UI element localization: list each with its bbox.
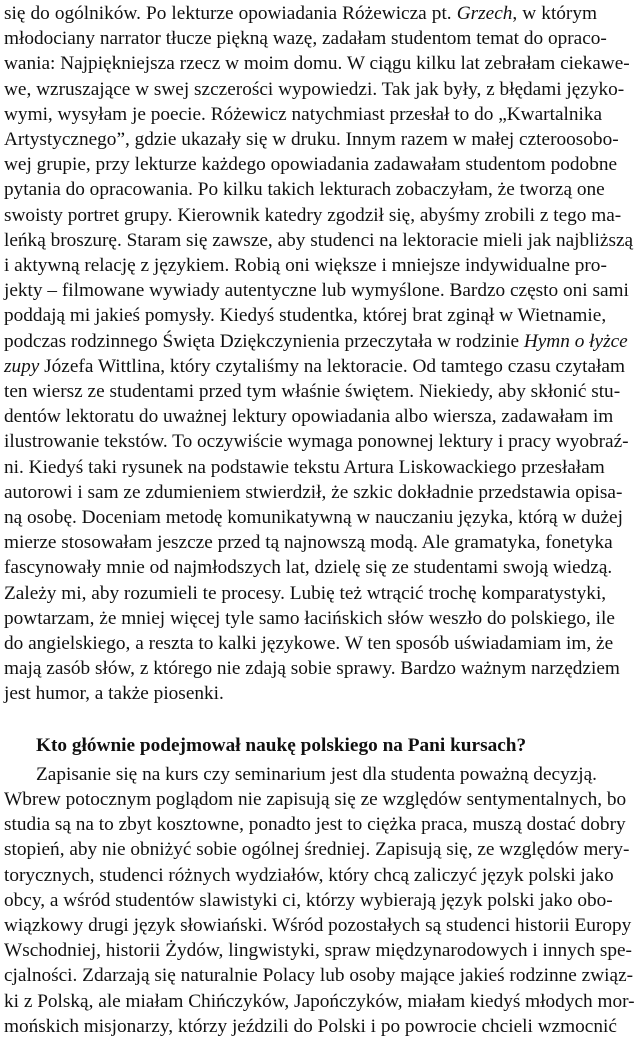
text-segment: ną osobę. Doceniam metodę komunikatywną w nauczaniu języka, którą w dużej — [4, 507, 623, 528]
text-segment: Wbrew potocznym poglądom nie zapisują się ze względów sentymentalnych, bo — [4, 789, 627, 810]
text-line — [36, 763, 597, 787]
text-line — [4, 355, 625, 379]
text-line — [4, 632, 614, 656]
text-segment: mają zasób słów, z którego nie zdają sobie sprawy. Bardzo ważnym narzędziem — [4, 658, 620, 680]
text-line — [4, 556, 613, 580]
text-segment: mońskich misjonarzy, którzy jeździli do Polski i po powrocie chcieli wzmocnić — [4, 1015, 617, 1037]
text-line — [4, 607, 615, 631]
text-segment: autorowi i sam ze zdumieniem stwierdził, że szkic dokładnie przedstawia opisa- — [4, 481, 623, 503]
text-segment: wania: Najpiękniejsza rzecz w moim domu. W ciągu kilku lat zebrałam ciekawe- — [4, 53, 630, 75]
text-line — [4, 380, 621, 404]
text-line — [4, 128, 619, 152]
text-segment: młodociany narrator tłucze piękną wazę, zadałam studentom temat do opraco- — [4, 28, 607, 50]
text-segment: torycznych, studenci różnych wydziałów, który chcą zaliczyć język polski jako — [4, 864, 614, 886]
text-segment: i aktywną relację z językiem. Robią oni większe i mniejsze indywidualne pro- — [4, 255, 607, 276]
text-segment: powtarzam, że mniej więcej tyle samo łacińskich słów weszło do polskiego, ile — [4, 607, 615, 629]
text-segment: ni. Kiedyś taki rysunek na podstawie tekstu Artura Liskowackiego przesłałam — [4, 456, 605, 478]
text-segment: leńką broszurę. Staram się zawsze, aby studenci na lektoracie mieli jak najbliższą — [4, 229, 634, 251]
text-line — [4, 330, 628, 354]
text-line — [4, 657, 620, 681]
text-line — [4, 254, 607, 278]
text-segment: dentów lektoratu do uważnej lektury opowiadania albo wiersza, zadawałam im — [4, 406, 614, 428]
text-segment: we, wzruszające w swej szczerości wypowiedzi. Tak jak były, z błędami języko- — [4, 78, 625, 100]
text-segment: jekty – filmowane wywiady autentyczne lub wymyślone. Bardzo często oni sami — [4, 280, 629, 302]
text-segment: pytania do opracowania. Po kilku takich lekturach zobaczyłam, że tworzą one — [4, 179, 605, 201]
text-line — [4, 78, 625, 102]
text-segment: cjalności. Zdarzają się naturalnie Polacy lub osoby mające jakieś rodzinne związ- — [4, 965, 634, 987]
text-segment: wymi, wysyłam je poecie. Różewicz natychmiast przesłał to do „Kwartalnika — [4, 103, 603, 125]
text-segment: ten wiersz ze studentami przed tym właśnie świętem. Niekiedy, aby skłonić stu- — [4, 381, 621, 402]
text-segment: wiązkowy drugi język słowiański. Wśród pozostałych są studenci historii Europy — [4, 915, 632, 936]
text-line — [4, 304, 607, 328]
text-segment: wej grupie, przy lekturze każdego opowiadania zadawałam studentom podobne — [4, 154, 618, 176]
text-segment: Artystycznego”, gdzie ukazały się w druku. Innym razem w małej czteroosobo- — [4, 129, 619, 150]
text-line — [4, 788, 627, 812]
text-segment: , w którym — [512, 3, 597, 24]
italic-title: Grzech — [456, 3, 513, 24]
text-line — [4, 506, 623, 530]
text-line — [4, 990, 635, 1014]
text-line — [4, 52, 630, 76]
text-segment: do angielskiego, a reszta to kalki językowe. W ten sposób uświadamiam im, że — [4, 633, 614, 654]
text-segment: Zapisanie się na kurs czy seminarium jest dla studenta poważną decyzją. — [36, 763, 597, 785]
text-segment: mierze stosowałam jeszcze przed tą najnowszą modą. Ale gramatyka, fonetyka — [4, 532, 613, 554]
italic-title: Hymn o łyżce — [523, 330, 628, 352]
text-line — [4, 582, 607, 606]
italic-title: zupy — [4, 355, 40, 377]
text-segment: swoisty portret grupy. Kierownik katedry zgodził się, abyśmy zrobili z tego ma- — [4, 204, 622, 226]
text-line — [4, 153, 618, 177]
text-line — [4, 889, 613, 913]
text-line — [4, 481, 623, 505]
text-segment: jest humor, a także piosenki. — [4, 683, 224, 705]
text-line — [4, 964, 634, 988]
text-segment: poddają mi jakieś pomysły. Kiedyś studentka, której brat zginął w Wietnamie, — [4, 305, 607, 327]
text-line — [4, 279, 629, 303]
interview-question-heading: Kto głównie podejmował naukę polskiego na Pani kursach? — [36, 734, 527, 756]
text-line — [4, 456, 605, 480]
text-line — [4, 229, 634, 253]
text-line — [4, 914, 632, 938]
text-line — [4, 939, 632, 963]
text-line — [4, 204, 622, 228]
text-line — [4, 430, 629, 454]
text-segment: Józefa Wittlina, który czytaliśmy na lektoracie. Od tamtego czasu czytałam — [39, 355, 625, 377]
text-line — [4, 103, 603, 127]
text-line — [4, 405, 614, 429]
text-line — [4, 682, 597, 706]
text-segment: stopień, aby nie obniżyć sobie ogólnej średniej. Zapisują się, ze względów mery- — [4, 839, 630, 861]
text-segment: Wschodniej, historii Żydów, lingwistyki, spraw międzynarodowych i innych spe- — [4, 940, 632, 962]
text-line — [4, 864, 614, 888]
text-line — [4, 2, 597, 26]
text-line — [4, 27, 607, 51]
text-segment: fascynowały mnie od najmłodszych lat, dzielę się ze studentami swoją wiedzą. — [4, 557, 613, 579]
text-line — [4, 531, 613, 555]
text-segment: studia są na to zbyt kosztowne, ponadto jest to ciężka praca, muszą dostać dobry — [4, 814, 626, 836]
text-line — [4, 838, 630, 862]
text-segment: ilustrowanie tekstów. To oczywiście wymaga ponownej lektury i pracy wyobraź- — [4, 431, 629, 453]
text-segment: obcy, a wśród studentów slawistyki ci, którzy wybierają język polski jako obo- — [4, 889, 613, 911]
text-segment: się do ogólników. Po lekturze opowiadania Różewicza pt. — [4, 3, 457, 24]
text-line — [4, 178, 605, 202]
text-segment: ki z Polską, ale miałam Chińczyków, Japończyków, miałam kiedyś młodych mor- — [4, 990, 635, 1012]
text-segment: Zależy mi, aby rozumieli te procesy. Lubię też wtrącić trochę komparatystyki, — [4, 582, 607, 604]
text-line — [4, 1015, 617, 1039]
text-segment: podczas rodzinnego Święta Dziękczynienia przeczytała w rodzinie — [4, 330, 524, 352]
text-line — [4, 813, 626, 837]
